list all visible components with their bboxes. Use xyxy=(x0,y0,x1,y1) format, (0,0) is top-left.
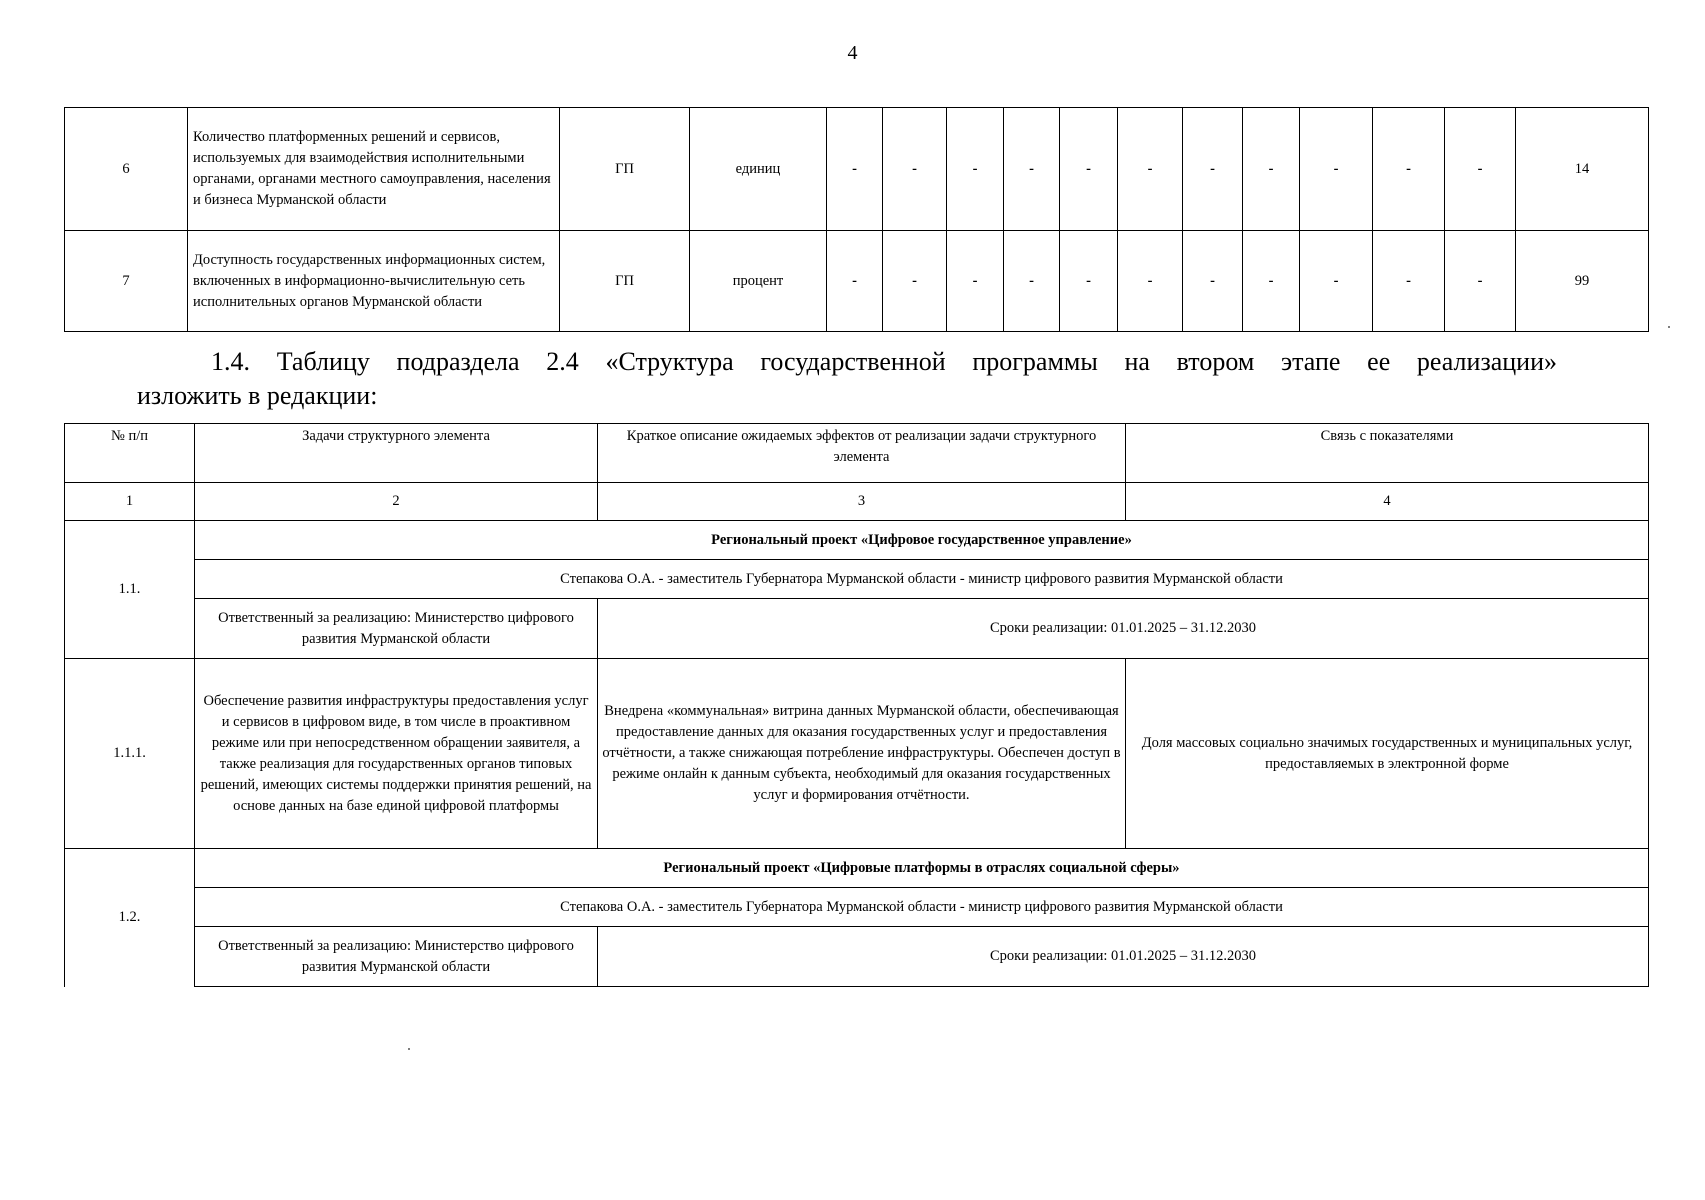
task-description: Обеспечение развития инфраструктуры предоставления услуг и сервисов в цифровом виде, в том числе в проактивном режиме или при непосредственном обращении заявителя, а также реализация для государственных органов типовых решений, имеющих системы поддержки принятия решений, на основе данных на базе единой цифровой платформы xyxy=(195,659,598,849)
row-number: 6 xyxy=(65,108,188,231)
amendment-paragraph xyxy=(137,345,1557,413)
indicator-unit: процент xyxy=(690,231,827,332)
effect-description: Внедрена «коммунальная» витрина данных Мурманской области, обеспечивающая предоставление данных для оказания государственных услуг и предоставления отчётности, а также снижающая потребление инфраструктуры. Обеспечен доступ в режиме онлайн к данным субъекта, необходимый для оказания государственных услуг и формирования отчётности. xyxy=(598,659,1126,849)
value-cell: - xyxy=(883,108,947,231)
project-curator: Степакова О.А. - заместитель Губернатора Мурманской области - министр цифрового развития Мурманской области xyxy=(195,560,1649,599)
project-curator: Степакова О.А. - заместитель Губернатора Мурманской области - министр цифрового развития Мурманской области xyxy=(195,888,1649,927)
table-row xyxy=(65,888,1649,927)
indicator-unit: единиц xyxy=(690,108,827,231)
section-number: 1.1. xyxy=(65,521,195,659)
value-cell: - xyxy=(1445,231,1516,332)
header-tasks: Задачи структурного элемента xyxy=(195,424,598,483)
value-cell: - xyxy=(883,231,947,332)
indicator-level: ГП xyxy=(560,231,690,332)
value-cell: - xyxy=(947,108,1004,231)
value-cell: - xyxy=(1118,108,1183,231)
column-number: 3 xyxy=(598,483,1126,521)
row-number: 7 xyxy=(65,231,188,332)
indicator-level: ГП xyxy=(560,108,690,231)
value-cell: - xyxy=(1243,231,1300,332)
indicator-name: Количество платформенных решений и сервисов, используемых для взаимодействия исполнительными органами, органами местного самоуправления, населения и бизнеса Мурманской области xyxy=(188,108,560,231)
task-number: 1.1.1. xyxy=(65,659,195,849)
scan-speck xyxy=(1668,326,1670,328)
value-cell: - xyxy=(1300,108,1373,231)
column-number: 2 xyxy=(195,483,598,521)
table-row xyxy=(65,849,1649,888)
target-value: 99 xyxy=(1516,231,1649,332)
header-effects: Краткое описание ожидаемых эффектов от реализации задачи структурного элемента xyxy=(598,424,1126,483)
value-cell: - xyxy=(1060,231,1118,332)
value-cell: - xyxy=(1183,231,1243,332)
implementation-dates: Сроки реализации: 01.01.2025 – 31.12.2030 xyxy=(598,599,1649,659)
paragraph-line-1: 1.4. Таблицу подраздела 2.4 «Структура государственной программы на втором этапе ее реализации» xyxy=(211,347,1557,376)
target-value: 14 xyxy=(1516,108,1649,231)
header-row xyxy=(65,424,1649,483)
responsible-party: Ответственный за реализацию: Министерство цифрового развития Мурманской области xyxy=(195,599,598,659)
page-number: 4 xyxy=(847,42,858,64)
value-cell: - xyxy=(1183,108,1243,231)
column-number-row xyxy=(65,483,1649,521)
value-cell: - xyxy=(827,108,883,231)
responsible-party: Ответственный за реализацию: Министерство цифрового развития Мурманской области xyxy=(195,927,598,987)
value-cell: - xyxy=(1004,231,1060,332)
project-title: Региональный проект «Цифровые платформы в отраслях социальной сферы» xyxy=(195,849,1649,888)
table-row xyxy=(65,927,1649,987)
value-cell: - xyxy=(1300,231,1373,332)
table-row xyxy=(65,231,1649,332)
value-cell: - xyxy=(1373,108,1445,231)
implementation-dates: Сроки реализации: 01.01.2025 – 31.12.2030 xyxy=(598,927,1649,987)
table-row xyxy=(65,599,1649,659)
scan-speck xyxy=(408,1048,410,1050)
indicator-name: Доступность государственных информационных систем, включенных в информационно-вычислительную сеть исполнительных органов Мурманской области xyxy=(188,231,560,332)
paragraph-line-2: изложить в редакции: xyxy=(137,381,378,410)
table-row xyxy=(65,521,1649,560)
linked-indicator: Доля массовых социально значимых государственных и муниципальных услуг, предоставляемых в электронной форме xyxy=(1126,659,1649,849)
value-cell: - xyxy=(947,231,1004,332)
section-number: 1.2. xyxy=(65,849,195,987)
indicators-table xyxy=(64,107,1649,332)
value-cell: - xyxy=(1373,231,1445,332)
column-number: 4 xyxy=(1126,483,1649,521)
project-title: Региональный проект «Цифровое государственное управление» xyxy=(195,521,1649,560)
header-link: Связь с показателями xyxy=(1126,424,1649,483)
column-number: 1 xyxy=(65,483,195,521)
value-cell: - xyxy=(1060,108,1118,231)
value-cell: - xyxy=(1243,108,1300,231)
value-cell: - xyxy=(1118,231,1183,332)
structure-table xyxy=(64,423,1649,987)
table-row xyxy=(65,560,1649,599)
header-num: № п/п xyxy=(65,424,195,483)
table-row xyxy=(65,659,1649,849)
value-cell: - xyxy=(1004,108,1060,231)
table-row xyxy=(65,108,1649,231)
value-cell: - xyxy=(827,231,883,332)
value-cell: - xyxy=(1445,108,1516,231)
